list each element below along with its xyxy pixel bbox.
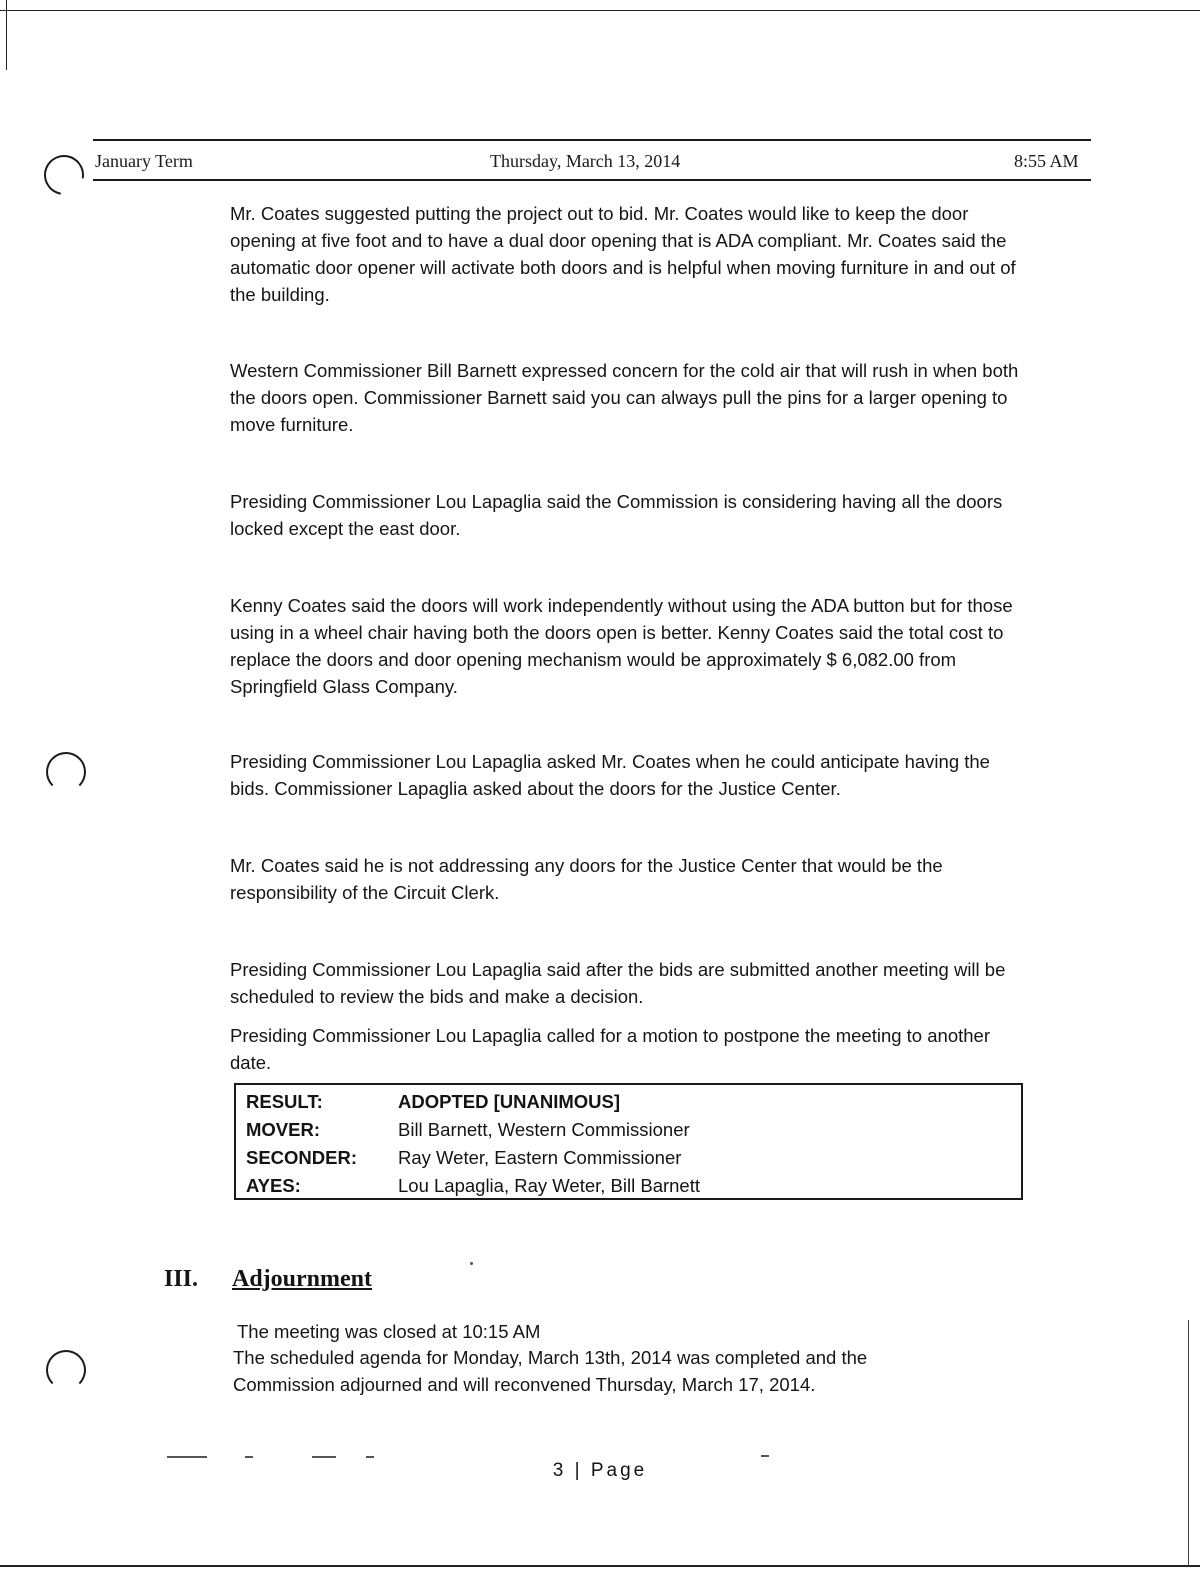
vote-label: AYES:	[246, 1175, 301, 1196]
scan-speck	[761, 1455, 769, 1457]
vote-label: SECONDER:	[246, 1147, 358, 1168]
scan-border-top	[0, 10, 1200, 11]
paragraph-lapaglia-review: Presiding Commissioner Lou Lapaglia said after the bids are submitted another meeting will be scheduled to review the bids and make a decision.	[230, 959, 1006, 1007]
page-number: 3 | Page	[552, 1460, 648, 1481]
scan-border-right	[1188, 1320, 1189, 1566]
vote-label: RESULT:	[246, 1091, 323, 1112]
header-time: 8:55 AM	[1014, 151, 1079, 171]
section-title: Adjournment	[232, 1266, 373, 1292]
scan-border-left	[6, 0, 7, 70]
adjournment-line-reconvene: Commission adjourned and will reconvened Thursday, March 17, 2014.	[233, 1374, 816, 1395]
paragraph-lapaglia-doors-locked: Presiding Commissioner Lou Lapaglia said the Commission is considering having all the doors locked except the east door.	[230, 491, 1003, 539]
scan-speck	[245, 1456, 253, 1458]
paragraph-coates-cost: Kenny Coates said the doors will work independently without using the ADA button but for those using in a wheel chair having both the doors open is better. Kenny Coates said the total cost to replace the doors and door opening mechanism would be approximately $ 6,082.00 from Springfield Glass Company.	[230, 595, 1013, 697]
header-rule-top	[93, 139, 1091, 141]
paragraph-barnett-concern: Western Commissioner Bill Barnett expressed concern for the cold air that will rush in when both the doors open. Commissioner Barnett said you can always pull the pins for a larger opening to move furniture.	[230, 360, 1019, 435]
adjournment-line-closed: The meeting was closed at 10:15 AM	[237, 1321, 541, 1342]
scan-border-bottom	[0, 1565, 1200, 1567]
vote-result-table	[234, 1083, 1023, 1200]
section-number: III.	[164, 1266, 199, 1292]
vote-value: Bill Barnett, Western Commissioner	[398, 1119, 690, 1140]
punch-hole-icon	[36, 147, 92, 203]
adjournment-line-agenda: The scheduled agenda for Monday, March 13th, 2014 was completed and the	[233, 1347, 868, 1368]
scan-speck	[167, 1456, 207, 1458]
header-rule-bottom	[93, 179, 1091, 181]
vote-value: Lou Lapaglia, Ray Weter, Bill Barnett	[398, 1175, 700, 1196]
punch-hole-icon	[46, 1350, 86, 1390]
vote-value: ADOPTED [UNANIMOUS]	[398, 1091, 620, 1112]
paragraph-coates-bid: Mr. Coates suggested putting the project out to bid. Mr. Coates would like to keep the door opening at five foot and to have a dual door opening that is ADA compliant. Mr. Coates said the automatic door opener will activate both doors and is helpful when moving furniture in and out of the building.	[230, 203, 1016, 305]
paragraph-lapaglia-motion: Presiding Commissioner Lou Lapaglia called for a motion to postpone the meeting to another date.	[230, 1025, 990, 1073]
header-term: January Term	[95, 151, 193, 171]
scan-speck	[312, 1456, 336, 1458]
scan-speck	[470, 1262, 473, 1265]
scan-speck	[366, 1456, 374, 1458]
paragraph-lapaglia-bids: Presiding Commissioner Lou Lapaglia asked Mr. Coates when he could anticipate having the bids. Commissioner Lapaglia asked about the doors for the Justice Center.	[230, 751, 990, 799]
vote-value: Ray Weter, Eastern Commissioner	[398, 1147, 682, 1168]
header-date: Thursday, March 13, 2014	[490, 151, 681, 171]
punch-hole-icon	[46, 752, 86, 792]
paragraph-coates-justice-center: Mr. Coates said he is not addressing any doors for the Justice Center that would be the responsibility of the Circuit Clerk.	[230, 855, 943, 903]
vote-label: MOVER:	[246, 1119, 320, 1140]
